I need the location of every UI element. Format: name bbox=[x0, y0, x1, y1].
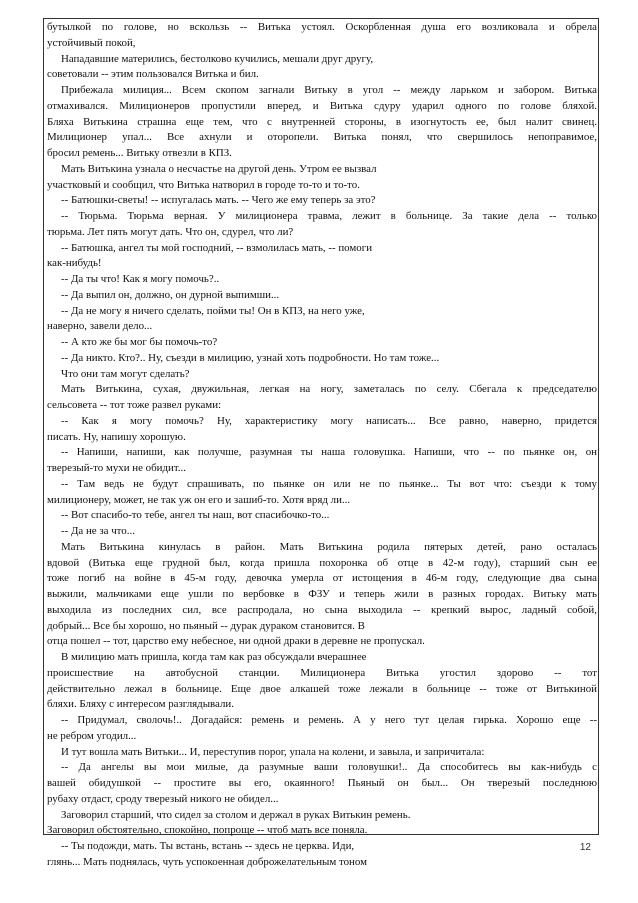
text-line: наверно, завели дело... bbox=[47, 320, 153, 333]
text-line: -- А кто же бы мог бы помочь-то? bbox=[61, 336, 218, 348]
text-line: -- Придумал, сволочь!.. Догадайся: ремень и ремень. А у него тут целая гирька. Хорошо еще -- bbox=[61, 714, 597, 726]
text-line: выжили, мальчиками еще ушли по вербовке в ФЗУ и теперь жили в разных городах. Витьку мать bbox=[47, 588, 597, 600]
text-line: сельсовета -- тот тоже развел руками: bbox=[47, 399, 222, 411]
text-line: Заговорил обстоятельно, спокойно, попроще -- чтоб мать все поняла. bbox=[47, 824, 368, 837]
text-line: как-нибудь! bbox=[47, 257, 102, 270]
text-line: Мать Витькина кинулась в район. Мать Витькина родила пятерых детей, рано осталась bbox=[61, 540, 597, 553]
text-line: -- Батюшка, ангел ты мой господний, -- взмолилась мать, -- помоги bbox=[61, 241, 373, 254]
text-line: -- Да ангелы вы мои милые, да разумные ваши головушки!.. Да способитесь вы как-нибудь с bbox=[61, 761, 597, 774]
text-line: писать. Ну, напишу хорошую. bbox=[47, 430, 186, 443]
text-line: тверезый-то мухи не обидит... bbox=[47, 462, 186, 474]
text-line: Милиционер упал... Все ахнули и оторопели. Витька понял, что свершилось непоправимое, bbox=[47, 131, 597, 144]
text-body bbox=[47, 20, 597, 871]
text-line: -- Тюрьма. Тюрьма верная. У милиционера травма, лежит в больнице. За такие дела -- только bbox=[61, 210, 597, 222]
text-line: вашей обидушкой -- простите вы его, окаянного! Пьяный он был... Он тверезый последнюю bbox=[47, 777, 597, 789]
text-line: выходила из последних сил, все распродала, но сына выходила -- крепкий вырос, ладный собой, bbox=[47, 603, 597, 616]
text-line: устойчивый покой, bbox=[47, 36, 136, 49]
page-number: 12 bbox=[579, 842, 591, 853]
text-line: Мать Витькина узнала о несчастье на другой день. Утром ее вызвал bbox=[61, 162, 377, 175]
text-line: -- Там ведь не будут спрашивать, по пьянке он или не по пьянке... Ты вот что: съезди к тому bbox=[61, 477, 597, 490]
text-line: -- Да не могу я ничего сделать, пойми ты! Он в КПЗ, на него уже, bbox=[61, 304, 365, 317]
text-line: вдовой (Витька еще грудной был, когда пришла похоронка об отце в 42-м году), старший сын ее bbox=[47, 556, 597, 569]
text-line: бросил ремень... Витьку отвезли в КПЗ. bbox=[47, 147, 232, 159]
text-line: отмахивался. Милиционеров пропустили вперед, и Витька сдуру ударил одного по голове бляхой. bbox=[47, 99, 597, 112]
text-line: Прибежала милиция... Всем скопом загнали Витьку в угол -- между ларьком и забором. Витька bbox=[61, 84, 597, 96]
text-line: милиционеру, может, не так уж он его и зашиб-то. Хотя вряд ли... bbox=[47, 493, 351, 506]
text-line: бляхи. Бляху с интересом разглядывали. bbox=[47, 698, 234, 711]
text-line: Нападавшие матерились, бестолково кучились, мешали друг другу, bbox=[61, 52, 374, 65]
text-line: -- Как я могу помочь? Ну, характеристику могу написать... Все равно, наверно, придется bbox=[61, 414, 597, 427]
text-line: советовали -- этим пользовался Витька и бил. bbox=[47, 68, 259, 81]
text-line: бутылкой по голове, но вскользь -- Витька устоял. Оскорбленная душа его возликовала и обрела bbox=[47, 21, 597, 33]
text-line: -- Ты подожди, мать. Ты встань, встань -- здесь не церква. Иди, bbox=[61, 840, 355, 852]
text-line: рубаху отдаст, сроду тверезый никого не обидел... bbox=[47, 792, 279, 805]
text-line: происшествие на автобусной станции. Милиционера Витька угостил здорово -- тот bbox=[47, 666, 597, 679]
text-line: -- Да не за что... bbox=[61, 525, 135, 537]
text-line: -- Да ты что! Как я могу помочь?.. bbox=[61, 273, 220, 285]
text-line: не ребром угодил... bbox=[47, 729, 137, 742]
text-line: действительно лежал в больнице. Еще двое алкашей тоже лежали в больнице -- тоже от Витькиной bbox=[47, 682, 597, 695]
text-line: -- Да выпил он, должно, он дурной выпимши... bbox=[61, 288, 280, 301]
text-line: Заговорил старший, что сидел за столом и держал в руках Витькин ремень. bbox=[61, 808, 411, 821]
text-line: Бляха Витькина страшна еще тем, что с внутренней стороны, в изогнутость ее, был налит свинец. bbox=[47, 115, 597, 128]
text-line: добрый... Все бы хорошо, но пьяный -- дурак дураком становится. В bbox=[47, 619, 365, 632]
text-line: участковый и сообщил, что Витька натворил в городе то-то и то-то. bbox=[47, 178, 360, 191]
text-line: -- Батюшки-светы! -- испугалась мать. -- Чего же ему теперь за это? bbox=[61, 194, 376, 207]
text-line: -- Вот спасибо-то тебе, ангел ты наш, вот спасибочко-то... bbox=[61, 509, 330, 522]
text-line: Что они там могут сделать? bbox=[61, 367, 190, 380]
text-line: В милицию мать пришла, когда там как раз обсуждали вчерашнее bbox=[61, 651, 367, 663]
text-line: глянь... Мать поднялась, чуть успокоенная доброжелательным тоном bbox=[47, 855, 367, 868]
text-line: тюрьма. Лет пять могут дать. Что он, сдурел, что ли? bbox=[47, 225, 294, 238]
text-line: Мать Витькина, сухая, двужильная, легкая на ногу, заметалась по селу. Сбегала к председателю bbox=[61, 383, 597, 396]
text-line: отца пошел -- тот, царство ему небесное, ни одной драки в деревне не пропускал. bbox=[47, 635, 425, 648]
text-line: И тут вошла мать Витьки... И, переступив порог, упала на колени, и завыла, и запричитала: bbox=[61, 745, 485, 758]
text-line: тоже погиб на войне в 45-м году, девочка умерла от истощения в 46-м году, следующие два сына bbox=[47, 572, 597, 585]
text-line: -- Да никто. Кто?.. Ну, съезди в милицию, узнай хоть подробности. Но там тоже... bbox=[61, 351, 440, 364]
text-line: -- Напиши, напиши, как получше, разумная ты наша головушка. Напиши, что -- по пьянке он, он bbox=[61, 446, 597, 459]
